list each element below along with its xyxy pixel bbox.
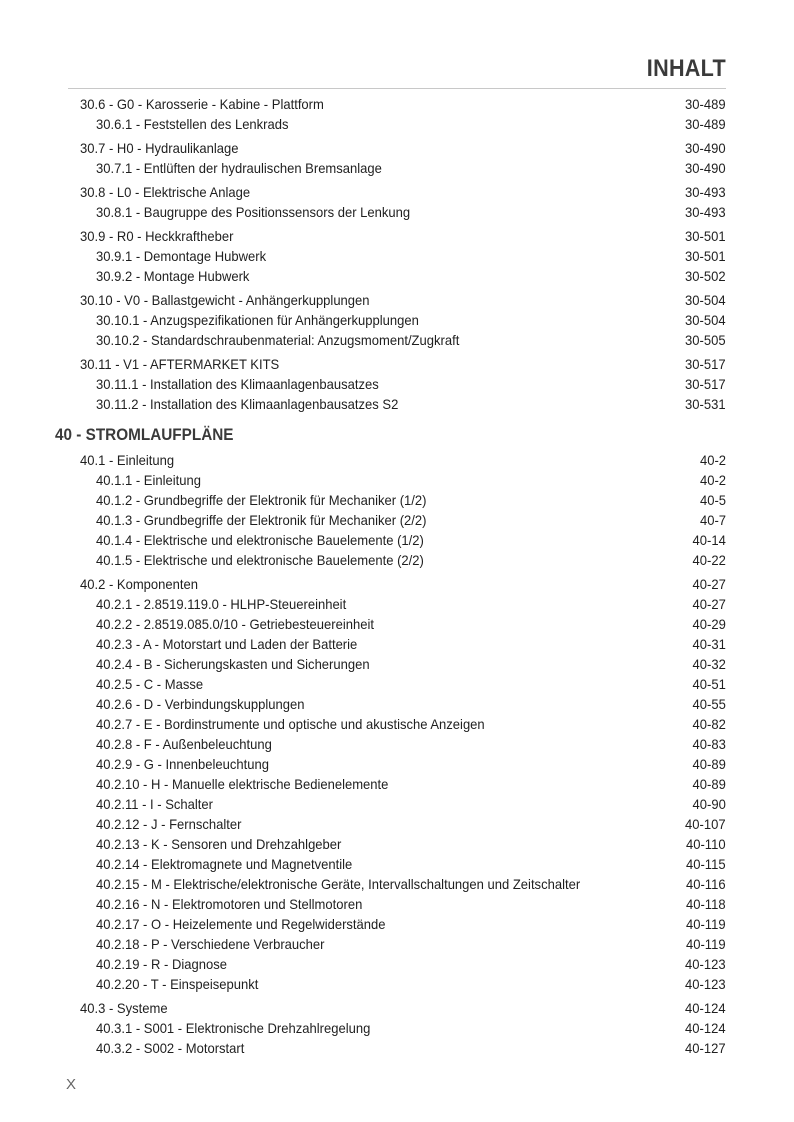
toc-entry-title: 30.10 - V0 - Ballastgewicht - Anhängerkupplungen — [80, 292, 370, 308]
toc-entry-title: 30.7.1 - Entlüften der hydraulischen Bremsanlage — [96, 160, 382, 176]
toc-subentry[interactable] — [80, 974, 726, 994]
toc-subentry[interactable] — [80, 874, 726, 894]
toc-entry-title: 40.1 - Einleitung — [80, 452, 175, 468]
toc-entry-page: 30-493 — [685, 204, 726, 220]
toc-entry-title: 40.1.4 - Elektrische und elektronische Bauelemente (1/2) — [96, 532, 424, 548]
toc-entry-title: 40.2.3 - A - Motorstart und Laden der Batterie — [96, 636, 358, 652]
toc-entry-title: 30.7 - H0 - Hydraulikanlage — [80, 140, 239, 156]
toc-entry-page: 40-89 — [692, 756, 726, 772]
toc-entry-page: 30-489 — [685, 96, 726, 112]
toc-subentry[interactable] — [80, 246, 726, 266]
toc-entry-page: 40-107 — [685, 816, 726, 832]
toc-entry[interactable] — [80, 290, 726, 310]
toc-subentry[interactable] — [80, 470, 726, 490]
table-of-contents — [55, 94, 726, 1058]
toc-subentry[interactable] — [80, 774, 726, 794]
toc-entry-page: 40-29 — [692, 616, 726, 632]
toc-subentry[interactable] — [80, 734, 726, 754]
toc-entry-page: 40-124 — [685, 1000, 726, 1016]
toc-entry-title: 40.2.14 - Elektromagnete und Magnetventile — [96, 856, 353, 872]
toc-subentry[interactable] — [80, 694, 726, 714]
toc-entry-page: 40-124 — [685, 1020, 726, 1036]
toc-entry-page: 30-504 — [685, 292, 726, 308]
toc-entry-page: 40-7 — [699, 512, 726, 528]
toc-subentry[interactable] — [80, 310, 726, 330]
toc-entry-page: 30-490 — [685, 160, 726, 176]
toc-entry-title: 40.2.1 - 2.8519.119.0 - HLHP-Steuereinheit — [96, 596, 347, 612]
toc-entry-page: 40-14 — [692, 532, 726, 548]
toc-subentry[interactable] — [80, 510, 726, 530]
toc-subentry[interactable] — [80, 654, 726, 674]
toc-entry[interactable] — [80, 998, 726, 1018]
toc-entry-page: 40-82 — [692, 716, 726, 732]
page-marker: X — [66, 1076, 77, 1093]
toc-subentry[interactable] — [80, 854, 726, 874]
toc-entry-title: 40.2.2 - 2.8519.085.0/10 - Getriebesteuereinheit — [96, 616, 374, 632]
toc-subentry[interactable] — [80, 490, 726, 510]
toc-entry-page: 40-123 — [685, 976, 726, 992]
toc-entry-page: 30-501 — [685, 228, 726, 244]
toc-entry-page: 30-517 — [685, 376, 726, 392]
toc-subentry[interactable] — [80, 1038, 726, 1058]
toc-entry-title: 40.2.6 - D - Verbindungskupplungen — [96, 696, 305, 712]
toc-entry-page: 40-123 — [685, 956, 726, 972]
toc-entry-title: 40.2.11 - I - Schalter — [96, 796, 214, 812]
toc-entry-title: 40.2.15 - M - Elektrische/elektronische Geräte, Intervallschaltungen und Zeitschalter — [96, 876, 581, 892]
toc-entry-title: 30.9.2 - Montage Hubwerk — [96, 268, 250, 284]
toc-entry-page: 40-31 — [692, 636, 726, 652]
toc-entry-page: 30-493 — [685, 184, 726, 200]
toc-entry-page: 40-127 — [685, 1040, 726, 1056]
toc-entry-page: 30-489 — [685, 116, 726, 132]
toc-entry[interactable] — [80, 94, 726, 114]
toc-entry-title: 40.2.18 - P - Verschiedene Verbraucher — [96, 936, 325, 952]
toc-entry-title: 30.11.2 - Installation des Klimaanlagenbausatzes S2 — [96, 396, 399, 412]
toc-subentry[interactable] — [80, 674, 726, 694]
toc-entry-title: 40.1.2 - Grundbegriffe der Elektronik für Mechaniker (1/2) — [96, 492, 427, 508]
toc-entry-title: 40.2.16 - N - Elektromotoren und Stellmotoren — [96, 896, 363, 912]
toc-entry-page: 40-55 — [692, 696, 726, 712]
toc-subentry[interactable] — [80, 634, 726, 654]
toc-entry-title: 40.2.13 - K - Sensoren und Drehzahlgeber — [96, 836, 342, 852]
toc-entry-title: 40.2.20 - T - Einspeisepunkt — [96, 976, 259, 992]
toc-entry-page: 40-89 — [692, 776, 726, 792]
toc-entry-page: 30-517 — [685, 356, 726, 372]
toc-subentry[interactable] — [80, 754, 726, 774]
toc-subentry[interactable] — [80, 394, 726, 414]
toc-entry-title: 40.1.5 - Elektrische und elektronische Bauelemente (2/2) — [96, 552, 424, 568]
toc-entry-page: 30-502 — [685, 268, 726, 284]
toc-entry-page: 40-119 — [686, 936, 726, 952]
toc-entry-page: 40-119 — [686, 916, 726, 932]
toc-subentry[interactable] — [80, 550, 726, 570]
toc-entry-page: 30-531 — [685, 396, 726, 412]
toc-entry-title: 40.1.1 - Einleitung — [96, 472, 201, 488]
toc-subentry[interactable] — [80, 330, 726, 350]
toc-entry-title: 30.6 - G0 - Karosserie - Kabine - Plattform — [80, 96, 324, 112]
chapter-heading[interactable]: 40 - STROMLAUFPLÄNE — [55, 425, 234, 444]
toc-subentry[interactable] — [80, 530, 726, 550]
toc-entry-title: 40.1.3 - Grundbegriffe der Elektronik für Mechaniker (2/2) — [96, 512, 427, 528]
toc-subentry[interactable] — [80, 594, 726, 614]
toc-entry-title: 30.8 - L0 - Elektrische Anlage — [80, 184, 251, 200]
toc-entry-page: 40-110 — [686, 836, 726, 852]
page-title: INHALT — [646, 55, 726, 82]
toc-entry-title: 30.10.1 - Anzugspezifikationen für Anhängerkupplungen — [96, 312, 419, 328]
toc-entry[interactable] — [80, 574, 726, 594]
toc-entry[interactable] — [80, 226, 726, 246]
toc-entry-page: 40-2 — [699, 452, 726, 468]
toc-subentry[interactable] — [80, 614, 726, 634]
toc-subentry[interactable] — [80, 202, 726, 222]
toc-entry-page: 40-32 — [692, 656, 726, 672]
toc-subentry[interactable] — [80, 814, 726, 834]
toc-subentry[interactable] — [80, 374, 726, 394]
toc-subentry[interactable] — [80, 894, 726, 914]
toc-entry-page: 40-5 — [699, 492, 726, 508]
toc-entry-page: 40-116 — [686, 876, 726, 892]
toc-entry-title: 40.3.1 - S001 - Elektronische Drehzahlregelung — [96, 1020, 371, 1036]
toc-entry-page: 40-2 — [699, 472, 726, 488]
toc-subentry[interactable] — [80, 714, 726, 734]
toc-subentry[interactable] — [80, 934, 726, 954]
toc-entry-title: 30.9 - R0 - Heckkraftheber — [80, 228, 234, 244]
toc-entry[interactable] — [80, 354, 726, 374]
toc-entry-page: 30-501 — [685, 248, 726, 264]
toc-entry-title: 30.10.2 - Standardschraubenmaterial: Anzugsmoment/Zugkraft — [96, 332, 460, 348]
toc-entry-page: 40-51 — [692, 676, 726, 692]
toc-entry-title: 30.9.1 - Demontage Hubwerk — [96, 248, 267, 264]
toc-subentry[interactable] — [80, 914, 726, 934]
toc-entry-title: 30.11.1 - Installation des Klimaanlagenbausatzes — [96, 376, 379, 392]
toc-entry[interactable] — [80, 138, 726, 158]
toc-entry-title: 40.2.8 - F - Außenbeleuchtung — [96, 736, 272, 752]
toc-entry-title: 40.2.10 - H - Manuelle elektrische Bedienelemente — [96, 776, 389, 792]
toc-subentry[interactable] — [80, 794, 726, 814]
toc-entry-page: 40-115 — [686, 856, 726, 872]
toc-entry-title: 30.11 - V1 - AFTERMARKET KITS — [80, 356, 280, 372]
toc-subentry[interactable] — [80, 954, 726, 974]
toc-entry-page: 40-90 — [692, 796, 726, 812]
toc-entry-title: 40.3 - Systeme — [80, 1000, 168, 1016]
toc-subentry[interactable] — [80, 834, 726, 854]
toc-subentry[interactable] — [80, 114, 726, 134]
toc-subentry[interactable] — [80, 1018, 726, 1038]
toc-entry-title: 40.2.7 - E - Bordinstrumente und optische und akustische Anzeigen — [96, 716, 485, 732]
toc-entry-page: 40-118 — [686, 896, 726, 912]
toc-entry-title: 40.2.4 - B - Sicherungskasten und Sicherungen — [96, 656, 370, 672]
toc-entry-title: 30.6.1 - Feststellen des Lenkrads — [96, 116, 289, 132]
toc-entry-title: 40.3.2 - S002 - Motorstart — [96, 1040, 245, 1056]
toc-entry[interactable] — [80, 450, 726, 470]
toc-entry-page: 30-490 — [685, 140, 726, 156]
toc-entry-title: 40.2.19 - R - Diagnose — [96, 956, 227, 972]
toc-entry-page: 40-83 — [692, 736, 726, 752]
toc-subentry[interactable] — [80, 158, 726, 178]
toc-entry-title: 30.8.1 - Baugruppe des Positionssensors der Lenkung — [96, 204, 411, 220]
toc-entry-title: 40.2.9 - G - Innenbeleuchtung — [96, 756, 270, 772]
toc-entry-page: 30-505 — [685, 332, 726, 348]
toc-entry-page: 30-504 — [685, 312, 726, 328]
toc-entry-title: 40.2.5 - C - Masse — [96, 676, 204, 692]
toc-entry-page: 40-27 — [692, 576, 726, 592]
header-rule — [68, 88, 726, 89]
toc-entry-title: 40.2.17 - O - Heizelemente und Regelwiderstände — [96, 916, 386, 932]
toc-entry-title: 40.2 - Komponenten — [80, 576, 198, 592]
toc-subentry[interactable] — [80, 266, 726, 286]
toc-entry-page: 40-22 — [692, 552, 726, 568]
toc-entry[interactable] — [80, 182, 726, 202]
toc-entry-title: 40.2.12 - J - Fernschalter — [96, 816, 242, 832]
toc-entry-page: 40-27 — [692, 596, 726, 612]
